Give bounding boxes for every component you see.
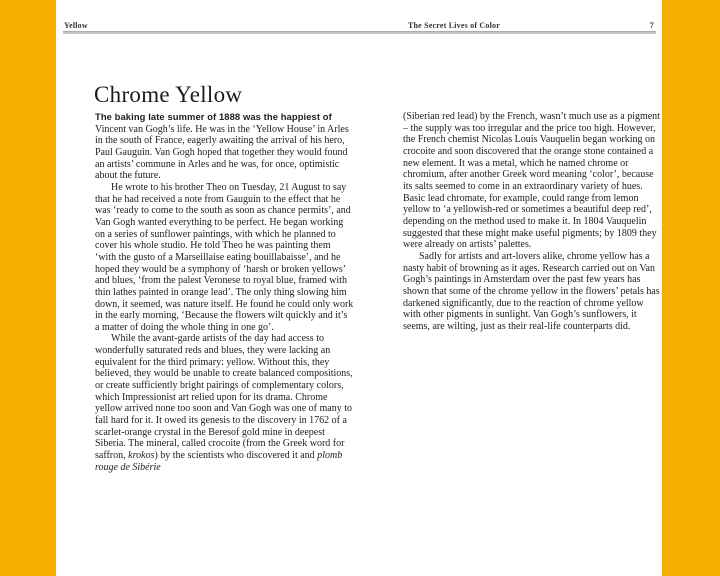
text-segment-bold-sans: The baking late summer of 1888 was the happiest of xyxy=(95,111,332,122)
text-segment-italic: krokos xyxy=(128,450,155,462)
text-segment-normal: He wrote to his brother Theo on Tuesday, 21 August to say that he had received a note from Gauguin to the effect that he was ‘ready to come to the south as soon as chance permits’, and Van Gogh wanted everything to be perfect. He began working on a series of sunflower paintings, with which he planned to cover his whole studio. He told Theo he was painting them ‘with the gusto of a Marseillaise eating bouillabaisse’, and he hoped they would be a symphony of ‘harsh or broken yellows’ and blues, ‘from the palest Veronese to royal blue, framed with thin lathes painted in orange lead’. The only thing slowing him down, it seemed, was nature itself. He found he could only work in the early morning, ‘Because the flowers wilt quickly and it’s a matter of doing the whole thing in one go’. xyxy=(95,181,354,333)
text-segment-italic: plomb rouge de Sibérie xyxy=(95,450,343,473)
running-head-book-title: The Secret Lives of Color xyxy=(408,21,500,30)
text-column-left xyxy=(95,111,354,473)
page-border-right xyxy=(662,0,720,576)
page-border-left xyxy=(0,0,56,576)
text-segment-normal: While the avant-garde artists of the day had access to wonderfully saturated reds and blues, they were lacking an equivalent for the third primary: yellow. Without this, they believed, they would be unable to create balanced compositions, or create sufficiently bright pairings of complementary colors, which Impressionist art relied upon for its drama. Chrome yellow arrived none too soon and Van Gogh was one of many to fall hard for it. It owed its genesis to the discovery in 1762 of a scarlet-orange crystal in the Beresof gold mine in deepest Siberia. The mineral, called crocoite (from the Greek word for saffron, xyxy=(95,333,353,462)
page-number: 7 xyxy=(649,21,654,30)
text-segment-normal: ) by the scientists who discovered it and xyxy=(154,450,318,462)
text-segment-normal: Vincent van Gogh’s life. He was in the ‘Yellow House’ in Arles in the south of France, eagerly awaiting the arrival of his hero, Paul Gauguin. Van Gogh hoped that together they would found an artists’ commune in Arles and he was, for once, optimistic about the future. xyxy=(95,123,349,182)
paragraph xyxy=(95,111,354,182)
header-rule xyxy=(63,31,656,34)
text-column-right xyxy=(403,111,662,332)
text-segment-normal: (Siberian red lead) by the French, wasn’t much use as a pigment – the supply was too irregular and the price too high. However, the French chemist Nicolas Louis Vauquelin began working on crocoite and soon discovered that the orange stone contained a new element. It was a metal, which he named chrome or chromium, after another Greek word meaning ‘color’, because its salts seemed to come in an extraordinary variety of hues. Basic lead chromate, for example, could range from lemon yellow to ‘a yellowish-red or sometimes a beautiful deep red’, depending on the method used to make it. In 1804 Vauquelin suggested that these might make useful pigments; by 1809 they were already on artists’ palettes. xyxy=(403,111,660,251)
chapter-title: Chrome Yellow xyxy=(94,82,243,108)
paragraph xyxy=(403,251,662,333)
paragraph xyxy=(95,182,354,334)
paragraph xyxy=(403,111,662,251)
running-head-section: Yellow xyxy=(64,21,88,30)
text-segment-normal: Sadly for artists and art-lovers alike, chrome yellow has a nasty habit of browning as it ages. Research carried out on Van Gogh’s paintings in Amsterdam over the past few years has shown that some of the chrome yellow in the flowers’ petals has darkened significantly, due to the reaction of chrome yellow with other pigments in sunlight. Van Gogh’s sunflowers, it seems, are wilting, just as their real-life counterparts did. xyxy=(403,250,660,332)
paragraph xyxy=(95,333,354,473)
